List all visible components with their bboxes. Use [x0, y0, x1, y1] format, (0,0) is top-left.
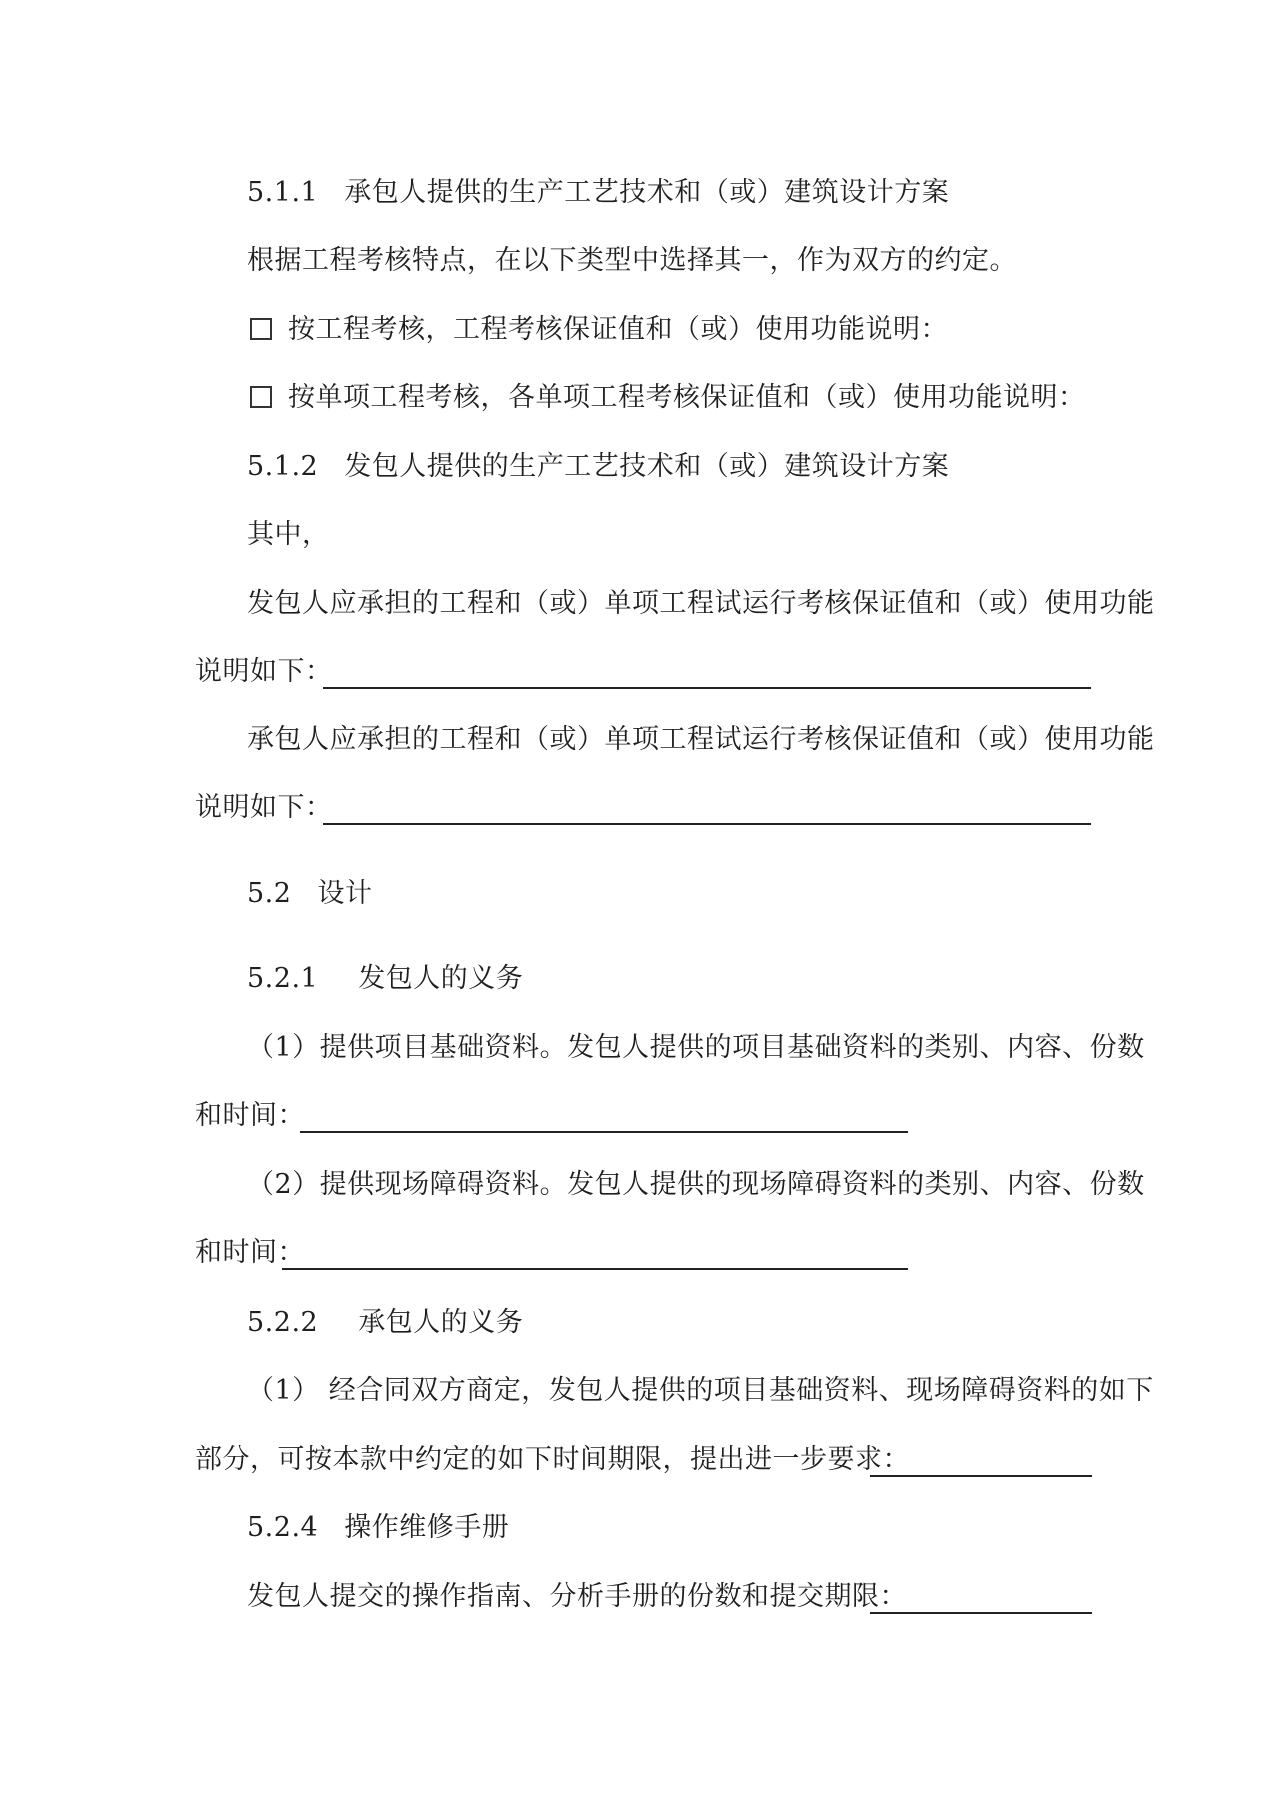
- paragraph-manual-submission: 发包人提交的操作指南、分析手册的份数和提交期限：: [247, 1581, 907, 1612]
- fill-in-blank-contractor[interactable]: [323, 823, 1091, 825]
- heading-5-2-2: [247, 1306, 523, 1340]
- fill-in-blank-further-request[interactable]: [870, 1475, 1092, 1477]
- heading-title: 发包人的义务: [358, 963, 524, 994]
- heading-title: 承包人提供的生产工艺技术和（或）建筑设计方案: [344, 177, 950, 208]
- heading-5-2-4: [247, 1511, 509, 1545]
- heading-5-2-1: [247, 962, 523, 996]
- paragraph-contractor-line1: 承包人应承担的工程和（或）单项工程试运行考核保证值和（或）使用功能: [247, 724, 1155, 755]
- item-further-request-line2: 部分，可按本款中约定的如下时间期限，提出进一步要求：: [195, 1444, 910, 1475]
- paragraph-contractor-line2: 说明如下：: [195, 792, 333, 823]
- item-basic-data-line2: 和时间：: [195, 1100, 305, 1131]
- heading-number: 5.2.2: [247, 1307, 319, 1338]
- heading-number: 5.1.2: [247, 451, 319, 482]
- paragraph-intro: 根据工程考核特点，在以下类型中选择其一，作为双方的约定。: [247, 245, 1017, 276]
- option-label: 按单项工程考核，各单项工程考核保证值和（或）使用功能说明：: [288, 382, 1086, 413]
- heading-title: 设计: [317, 878, 373, 909]
- item-site-obstacle-line2: 和时间：: [195, 1237, 305, 1268]
- heading-number: 5.2.1: [247, 963, 319, 994]
- paragraph-employer-line2: 说明如下：: [195, 656, 333, 687]
- heading-5-1-1: [247, 176, 949, 210]
- fill-in-blank-site-obstacle[interactable]: [282, 1268, 908, 1270]
- heading-number: 5.2: [247, 878, 292, 909]
- fill-in-blank-basic-data[interactable]: [300, 1131, 908, 1133]
- option-engineering-assessment: [250, 313, 948, 347]
- heading-5-1-2: [247, 450, 949, 484]
- item-further-request-line1: （1） 经合同双方商定，发包人提供的项目基础资料、现场障碍资料的如下: [247, 1375, 1154, 1406]
- heading-title: 发包人提供的生产工艺技术和（或）建筑设计方案: [344, 451, 950, 482]
- paragraph-lead: 其中，: [247, 519, 330, 550]
- heading-title: 承包人的义务: [358, 1307, 524, 1338]
- fill-in-blank-manual-submission[interactable]: [870, 1612, 1092, 1614]
- option-single-item-assessment: [250, 381, 1086, 415]
- heading-number: 5.2.4: [247, 1512, 319, 1543]
- item-basic-data-line1: （1）提供项目基础资料。发包人提供的项目基础资料的类别、内容、份数: [247, 1032, 1145, 1063]
- heading-title: 操作维修手册: [344, 1512, 510, 1543]
- checkbox[interactable]: [250, 318, 272, 340]
- option-label: 按工程考核，工程考核保证值和（或）使用功能说明：: [288, 314, 948, 345]
- item-site-obstacle-line1: （2）提供现场障碍资料。发包人提供的现场障碍资料的类别、内容、份数: [247, 1169, 1145, 1200]
- heading-number: 5.1.1: [247, 177, 319, 208]
- heading-5-2: [247, 877, 372, 911]
- checkbox[interactable]: [250, 386, 272, 408]
- paragraph-employer-line1: 发包人应承担的工程和（或）单项工程试运行考核保证值和（或）使用功能: [247, 588, 1155, 619]
- fill-in-blank-employer[interactable]: [323, 687, 1091, 689]
